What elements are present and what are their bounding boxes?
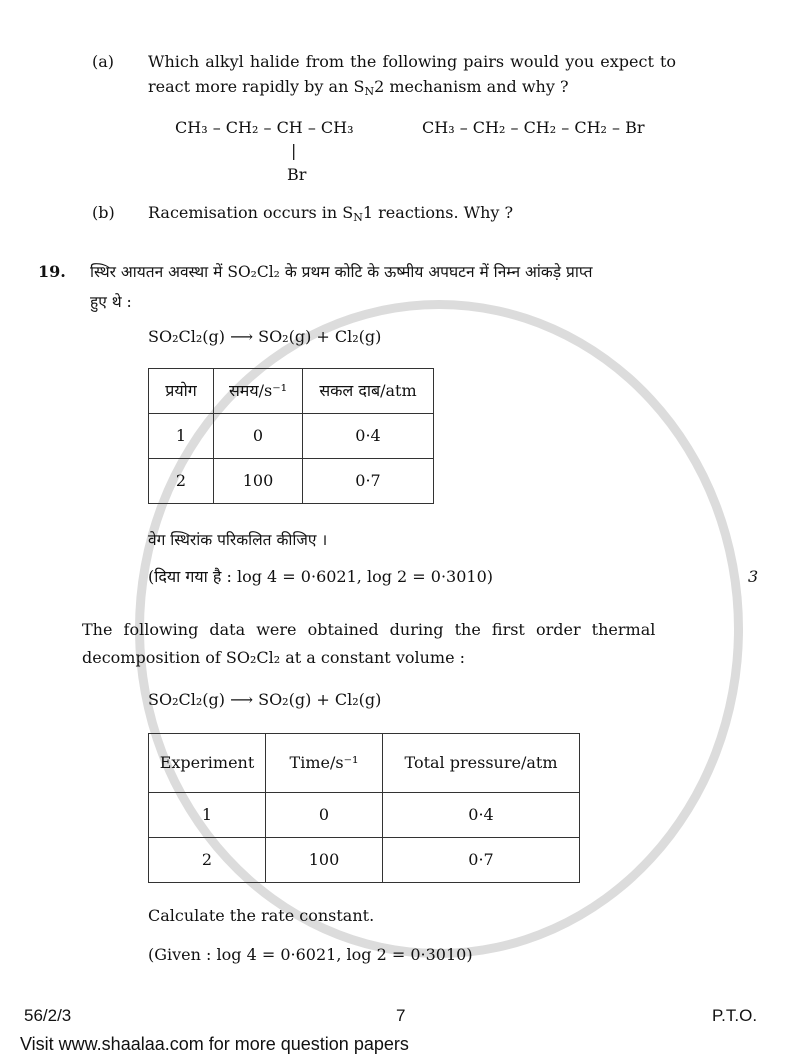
english-line2: decomposition of SO₂Cl₂ at a constant volume : (82, 648, 466, 667)
table-row (149, 793, 580, 838)
header-cell: समय/s⁻¹ (214, 369, 303, 414)
table-row (149, 459, 434, 504)
q18-a-line1: Which alkyl halide from the following pairs would you expect to (148, 52, 677, 71)
marks: 3 (748, 567, 759, 586)
table-header-row (149, 369, 434, 414)
english-instruction: Calculate the rate constant. (148, 906, 375, 925)
hindi-data-table (148, 368, 434, 504)
table-row (149, 414, 434, 459)
header-cell: Total pressure/atm (383, 734, 580, 793)
page-number: 7 (396, 1006, 406, 1025)
cell: 100 (266, 838, 383, 883)
cell: 0 (214, 414, 303, 459)
compound-2: CH₃ – CH₂ – CH₂ – CH₂ – Br (422, 118, 645, 137)
table-header-row (149, 734, 580, 793)
text: 2 mechanism and why ? (374, 77, 569, 96)
header-cell: सकल दाब/atm (303, 369, 434, 414)
q18-a-label: (a) (92, 52, 115, 71)
visit-link[interactable]: Visit www.shaalaa.com for more question papers (20, 1034, 409, 1054)
q19-hindi-line2: हुए थे : (90, 293, 132, 311)
text: 1 reactions. Why ? (362, 203, 514, 222)
paper-code: 56/2/3 (24, 1006, 72, 1025)
hindi-equation: SO₂Cl₂(g) ⟶ SO₂(g) + Cl₂(g) (148, 327, 382, 346)
q19-number: 19. (38, 262, 66, 281)
q18-b-label: (b) (92, 203, 115, 222)
cell: 0·7 (383, 838, 580, 883)
cell: 1 (149, 414, 214, 459)
english-equation: SO₂Cl₂(g) ⟶ SO₂(g) + Cl₂(g) (148, 690, 382, 709)
hindi-instruction: वेग स्थिरांक परिकलित कीजिए । (148, 531, 328, 549)
english-data-table (148, 733, 580, 883)
q18-a-line2 (148, 77, 569, 97)
cell: 0 (266, 793, 383, 838)
cell: 2 (149, 838, 266, 883)
english-given: (Given : log 4 = 0·6021, log 2 = 0·3010) (148, 945, 473, 964)
q18-b-text (148, 203, 513, 223)
subscript: N (364, 85, 375, 98)
english-line1: The following data were obtained during the first order thermal (82, 620, 656, 639)
cell: 0·7 (303, 459, 434, 504)
compound-1: CH₃ – CH₂ – CH – CH₃ (175, 118, 354, 137)
compound-1-bond: | (291, 141, 297, 160)
cell: 100 (214, 459, 303, 504)
cell: 2 (149, 459, 214, 504)
cell: 0·4 (303, 414, 434, 459)
hindi-given: (दिया गया है : log 4 = 0·6021, log 2 = 0·3010) (148, 567, 494, 586)
header-cell: Experiment (149, 734, 266, 793)
header-cell: प्रयोग (149, 369, 214, 414)
compound-1-br: Br (287, 165, 307, 184)
cell: 1 (149, 793, 266, 838)
text: Racemisation occurs in S (148, 203, 354, 222)
cell: 0·4 (383, 793, 580, 838)
pto-label: P.T.O. (712, 1006, 758, 1025)
table-row (149, 838, 580, 883)
text: react more rapidly by an S (148, 77, 365, 96)
q19-hindi-line1: स्थिर आयतन अवस्था में SO₂Cl₂ के प्रथम कोटि के ऊष्मीय अपघटन में निम्न आंकड़े प्राप्त (90, 263, 593, 281)
header-cell: Time/s⁻¹ (266, 734, 383, 793)
subscript: N (353, 211, 363, 224)
